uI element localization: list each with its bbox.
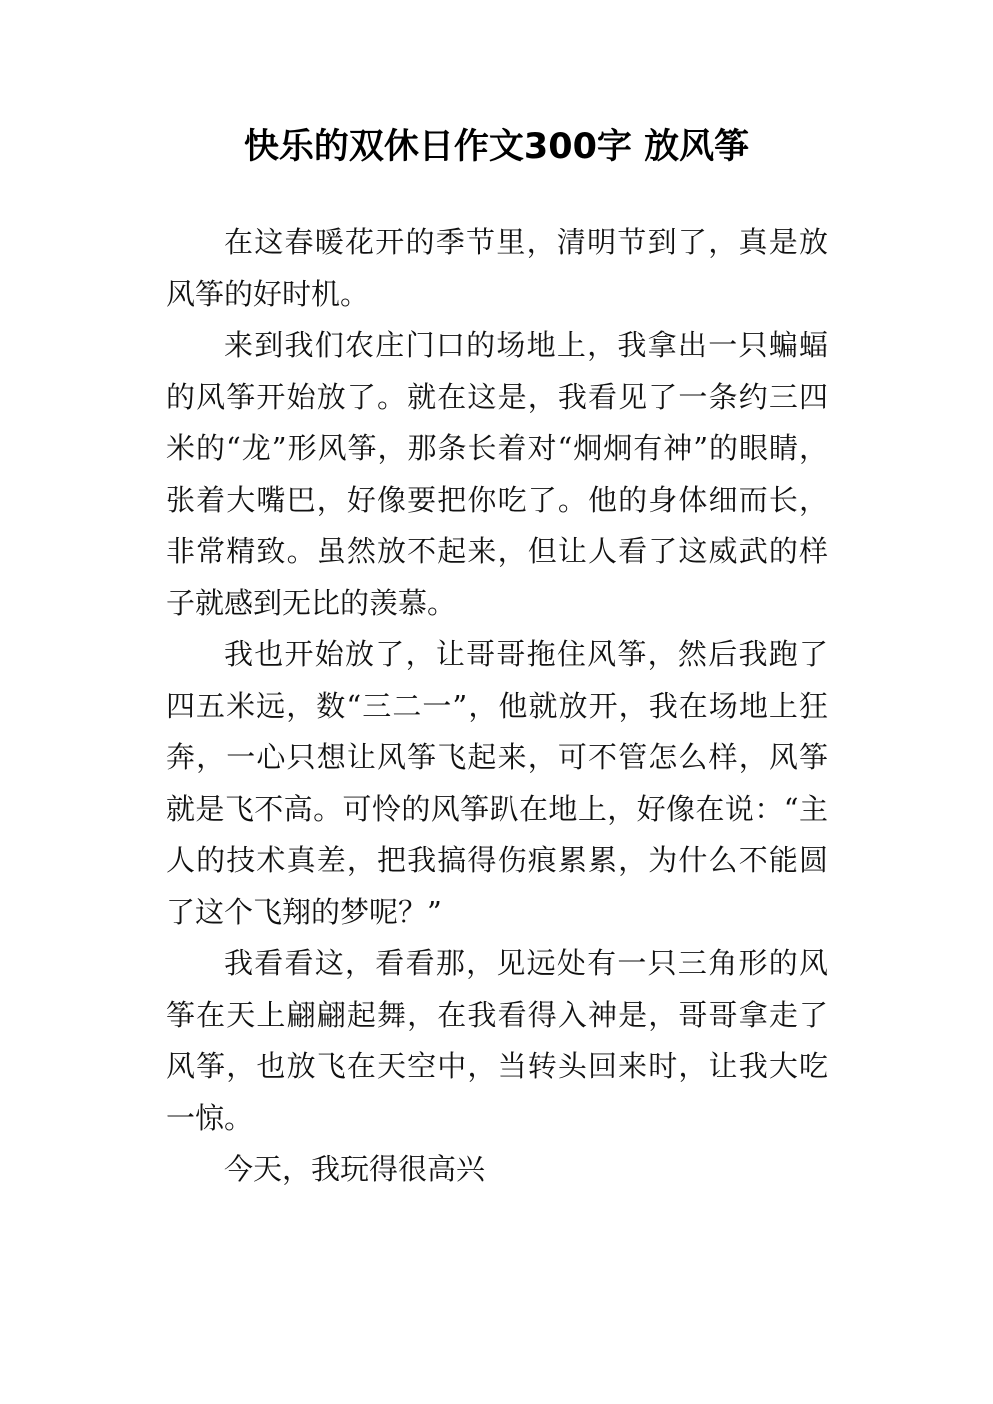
paragraph-3: 我也开始放了，让哥哥拖住风筝，然后我跑了四五米远，数“三二一”，他就放开，我在场地上狂奔，一心只想让风筝飞起来，可不管怎么样，风筝就是飞不高。可怜的风筝趴在地上，好像在说：“主人的技术真差，把我搞得伤痕累累，为什么不能圆了这个飞翔的梦呢？” xyxy=(166,637,828,929)
paragraph-4: 我看看这，看看那，见远处有一只三角形的风筝在天上翩翩起舞，在我看得入神是，哥哥拿走了风筝，也放飞在天空中，当转头回来时，让我大吃一惊。 xyxy=(166,946,828,1135)
document-title: 快乐的双休日作文300字 放风筝 xyxy=(243,127,750,167)
paragraph-2: 来到我们农庄门口的场地上，我拿出一只蝙蝠的风筝开始放了。就在这是，我看见了一条约三四米的“龙”形风筝，那条长着对“炯炯有神”的眼睛，张着大嘴巴，好像要把你吃了。他的身体细而长，非常精致。虽然放不起来，但让人看了这威武的样子就感到无比的羡慕。 xyxy=(166,328,828,620)
document-body xyxy=(166,217,828,1196)
paragraph-5: 今天，我玩得很高兴 xyxy=(224,1152,486,1186)
paragraph-1: 在这春暖花开的季节里，清明节到了，真是放风筝的好时机。 xyxy=(166,225,828,311)
